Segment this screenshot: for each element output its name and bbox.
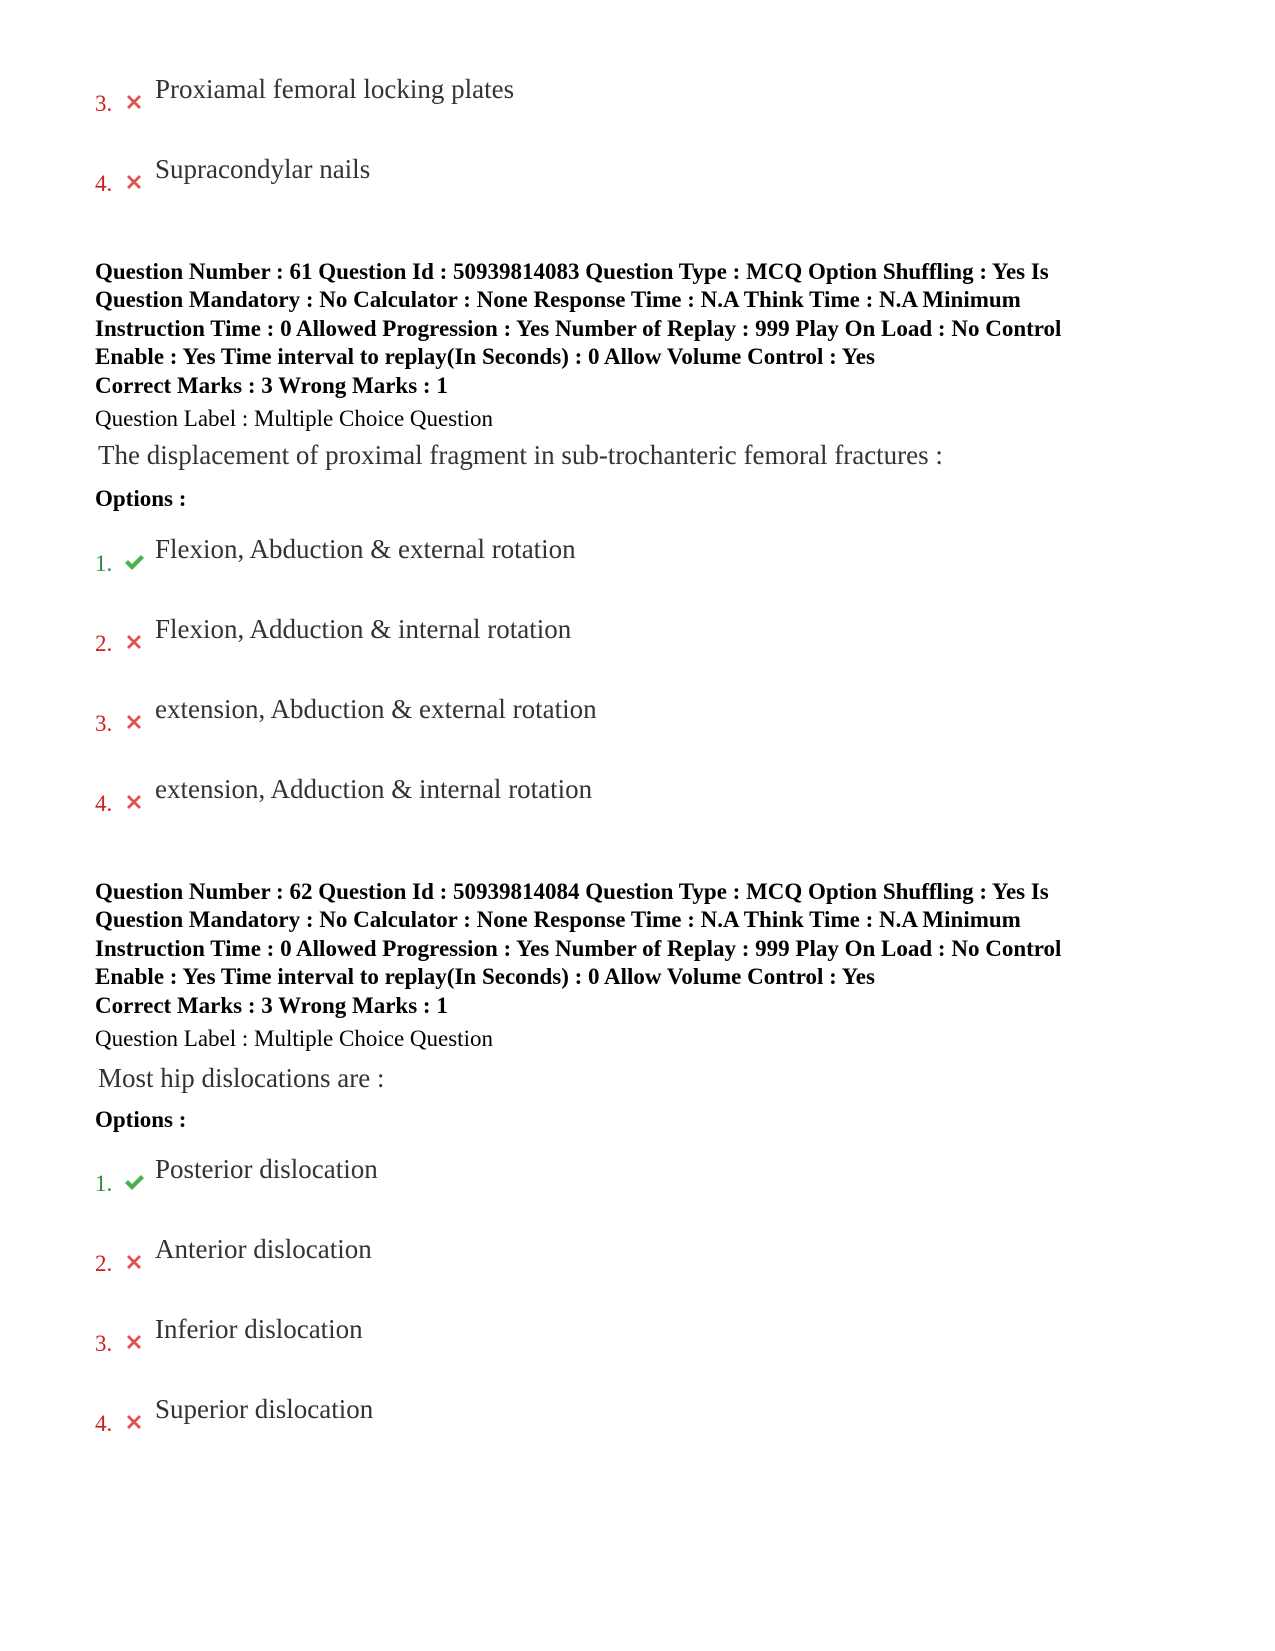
cross-icon <box>122 90 146 114</box>
cross-icon <box>122 1330 146 1354</box>
option-text: extension, Adduction & internal rotation <box>155 774 593 804</box>
option-text: Posterior dislocation <box>155 1154 378 1184</box>
option-number: 4. <box>95 1411 113 1436</box>
option-row <box>0 1314 1000 1358</box>
cross-icon <box>122 710 146 734</box>
meta-line: Question Number : 62 Question Id : 50939814084 Question Type : MCQ Option Shuffling : Yes Is <box>95 879 1049 904</box>
option-row <box>0 74 1000 118</box>
meta-line: Enable : Yes Time interval to replay(In Seconds) : 0 Allow Volume Control : Yes <box>95 963 875 989</box>
question-text: The displacement of proximal fragment in sub-trochanteric femoral fractures : <box>98 440 943 470</box>
option-text: Anterior dislocation <box>155 1234 372 1264</box>
meta-line: Enable : Yes Time interval to replay(In Seconds) : 0 Allow Volume Control : Yes <box>95 343 875 369</box>
option-row <box>0 1234 1000 1278</box>
option-number: 4. <box>95 791 113 816</box>
option-number: 2. <box>95 631 113 656</box>
option-text: Inferior dislocation <box>155 1314 363 1344</box>
option-number: 4. <box>95 171 113 196</box>
option-number: 3. <box>95 711 113 736</box>
cross-icon <box>122 1250 146 1274</box>
meta-line: Instruction Time : 0 Allowed Progression : Yes Number of Replay : 999 Play On Load : No Control <box>95 935 1062 961</box>
cross-icon <box>122 1410 146 1434</box>
option-row <box>0 614 1000 658</box>
option-row <box>0 1394 1000 1438</box>
cross-icon <box>122 790 146 814</box>
check-icon <box>122 1170 146 1194</box>
cross-icon <box>122 170 146 194</box>
question-marks: Correct Marks : 3 Wrong Marks : 1 <box>95 373 448 398</box>
option-number: 1. <box>95 1171 113 1196</box>
meta-line: Question Mandatory : No Calculator : None Response Time : N.A Think Time : N.A Minimum <box>95 287 1021 313</box>
option-text: Superior dislocation <box>155 1394 374 1424</box>
option-text: Flexion, Abduction & external rotation <box>155 534 576 564</box>
question-meta <box>95 258 1205 371</box>
meta-line: Instruction Time : 0 Allowed Progression : Yes Number of Replay : 999 Play On Load : No Control <box>95 315 1062 341</box>
meta-line: Question Mandatory : No Calculator : None Response Time : N.A Think Time : N.A Minimum <box>95 907 1021 933</box>
check-icon <box>122 550 146 574</box>
meta-line: Question Number : 61 Question Id : 50939814083 Question Type : MCQ Option Shuffling : Yes Is <box>95 259 1049 284</box>
options-heading: Options : <box>95 1107 187 1132</box>
option-row <box>0 774 1000 818</box>
question-label: Question Label : Multiple Choice Question <box>95 406 493 431</box>
option-number: 3. <box>95 91 113 116</box>
option-text: Flexion, Adduction & internal rotation <box>155 614 572 644</box>
option-row <box>0 154 1000 198</box>
question-label: Question Label : Multiple Choice Question <box>95 1026 493 1051</box>
question-text: Most hip dislocations are : <box>98 1063 385 1093</box>
options-heading: Options : <box>95 486 187 511</box>
option-text: extension, Abduction & external rotation <box>155 694 597 724</box>
cross-icon <box>122 630 146 654</box>
option-number: 3. <box>95 1331 113 1356</box>
question-marks: Correct Marks : 3 Wrong Marks : 1 <box>95 993 448 1018</box>
option-row <box>0 534 1000 578</box>
option-number: 1. <box>95 551 113 576</box>
option-row <box>0 1154 1000 1198</box>
option-number: 2. <box>95 1251 113 1276</box>
question-meta <box>95 878 1205 991</box>
option-text: Supracondylar nails <box>155 154 371 184</box>
option-text: Proxiamal femoral locking plates <box>155 74 515 104</box>
option-row <box>0 694 1000 738</box>
